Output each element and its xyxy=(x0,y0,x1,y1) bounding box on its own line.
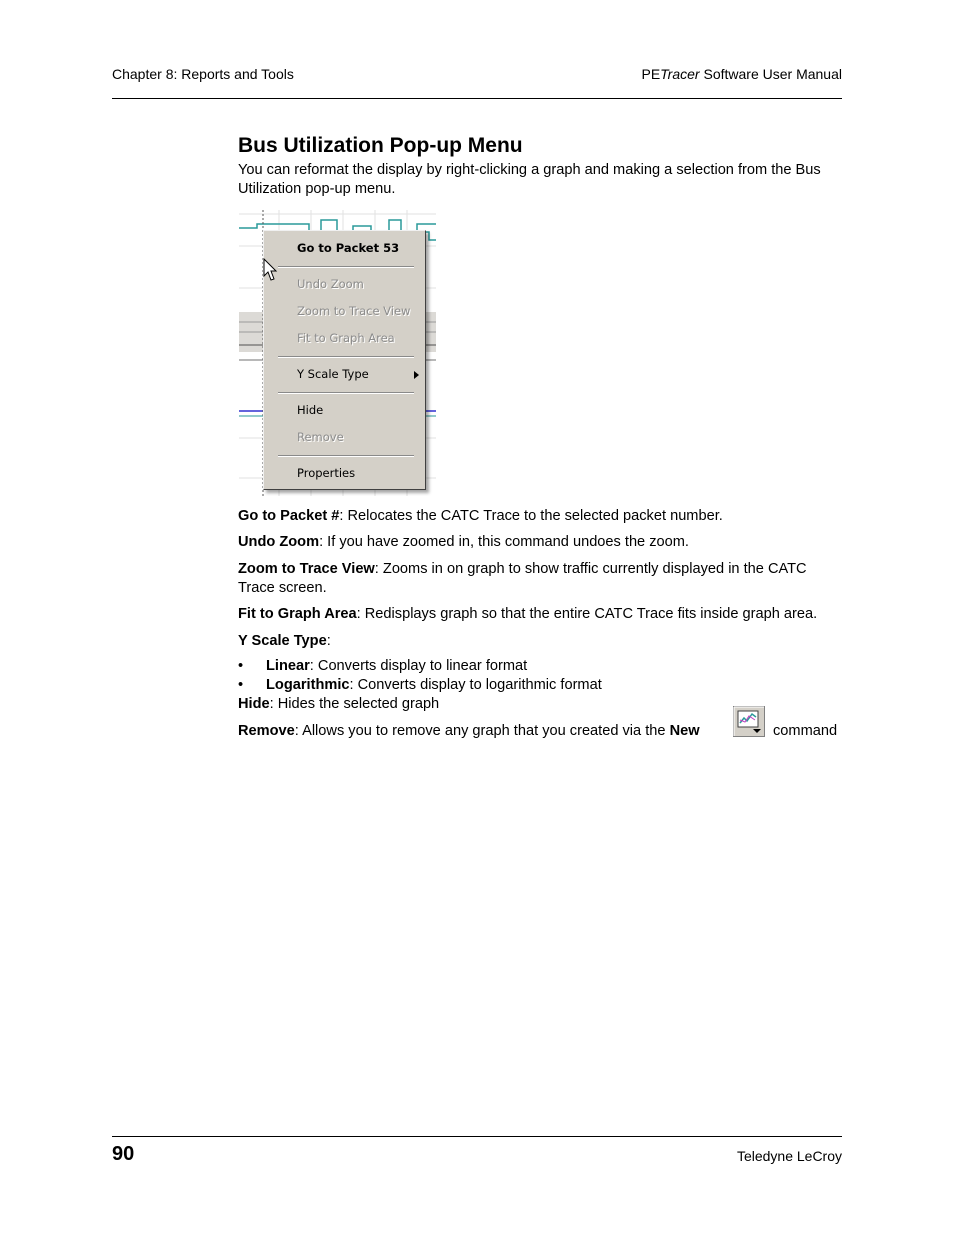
page-number: 90 xyxy=(112,1143,135,1165)
desc-logarithmic: Logarithmic: Converts display to logarithmic format xyxy=(266,677,602,693)
bullet-marker: • xyxy=(238,658,244,674)
menu-item-hide[interactable]: Hide xyxy=(297,403,324,417)
header-chapter: Chapter 8: Reports and Tools xyxy=(112,66,294,82)
menu-item-fit-to-graph-area[interactable]: Fit to Graph Area xyxy=(297,331,395,345)
desc-linear: Linear: Converts display to linear format xyxy=(266,658,528,674)
menu-separator xyxy=(278,392,414,394)
header-manual-title: PETracer Software User Manual xyxy=(641,66,842,82)
menu-separator xyxy=(278,266,414,268)
section-title: Bus Utilization Pop-up Menu xyxy=(238,134,523,157)
desc-fit-to-graph-area: Fit to Graph Area: Redisplays graph so that the entire CATC Trace fits inside graph area. xyxy=(238,606,818,622)
menu-item-y-scale-type[interactable]: Y Scale Type xyxy=(297,367,369,381)
menu-separator xyxy=(278,455,414,457)
desc-remove-suffix: command xyxy=(773,723,838,739)
bullet-marker: • xyxy=(238,677,244,693)
desc-undo-zoom: Undo Zoom: If you have zoomed in, this command undoes the zoom. xyxy=(238,534,689,550)
desc-go-to-packet: Go to Packet #: Relocates the CATC Trace to the selected packet number. xyxy=(238,508,723,524)
footer-company: Teledyne LeCroy xyxy=(736,1148,842,1164)
context-menu[interactable] xyxy=(263,230,426,490)
menu-separator xyxy=(278,356,414,358)
menu-item-remove[interactable]: Remove xyxy=(297,430,344,444)
new-graph-icon xyxy=(733,706,765,737)
intro-paragraph: You can reformat the display by right-clicking a graph and making a selection from the Bus Utilization pop-up menu. xyxy=(238,162,821,197)
header-rule xyxy=(112,98,842,99)
desc-remove: Remove: Allows you to remove any graph that you created via the New xyxy=(238,723,700,739)
menu-item-undo-zoom[interactable]: Undo Zoom xyxy=(297,277,364,291)
menu-item-zoom-to-trace-view[interactable]: Zoom to Trace View xyxy=(297,304,411,318)
submenu-arrow-icon xyxy=(414,371,419,379)
popup-menu-screenshot xyxy=(239,210,436,496)
mouse-cursor-icon xyxy=(263,258,279,284)
menu-item-properties[interactable]: Properties xyxy=(297,466,356,480)
footer-rule xyxy=(112,1136,842,1137)
desc-y-scale-type: Y Scale Type: xyxy=(238,633,331,649)
desc-hide: Hide: Hides the selected graph xyxy=(238,696,440,712)
desc-zoom-to-trace-view: Zoom to Trace View: Zooms in on graph to show traffic currently displayed in the CATC Trace screen. xyxy=(238,561,807,596)
menu-item-go-to-packet[interactable]: Go to Packet 53 xyxy=(297,241,400,255)
